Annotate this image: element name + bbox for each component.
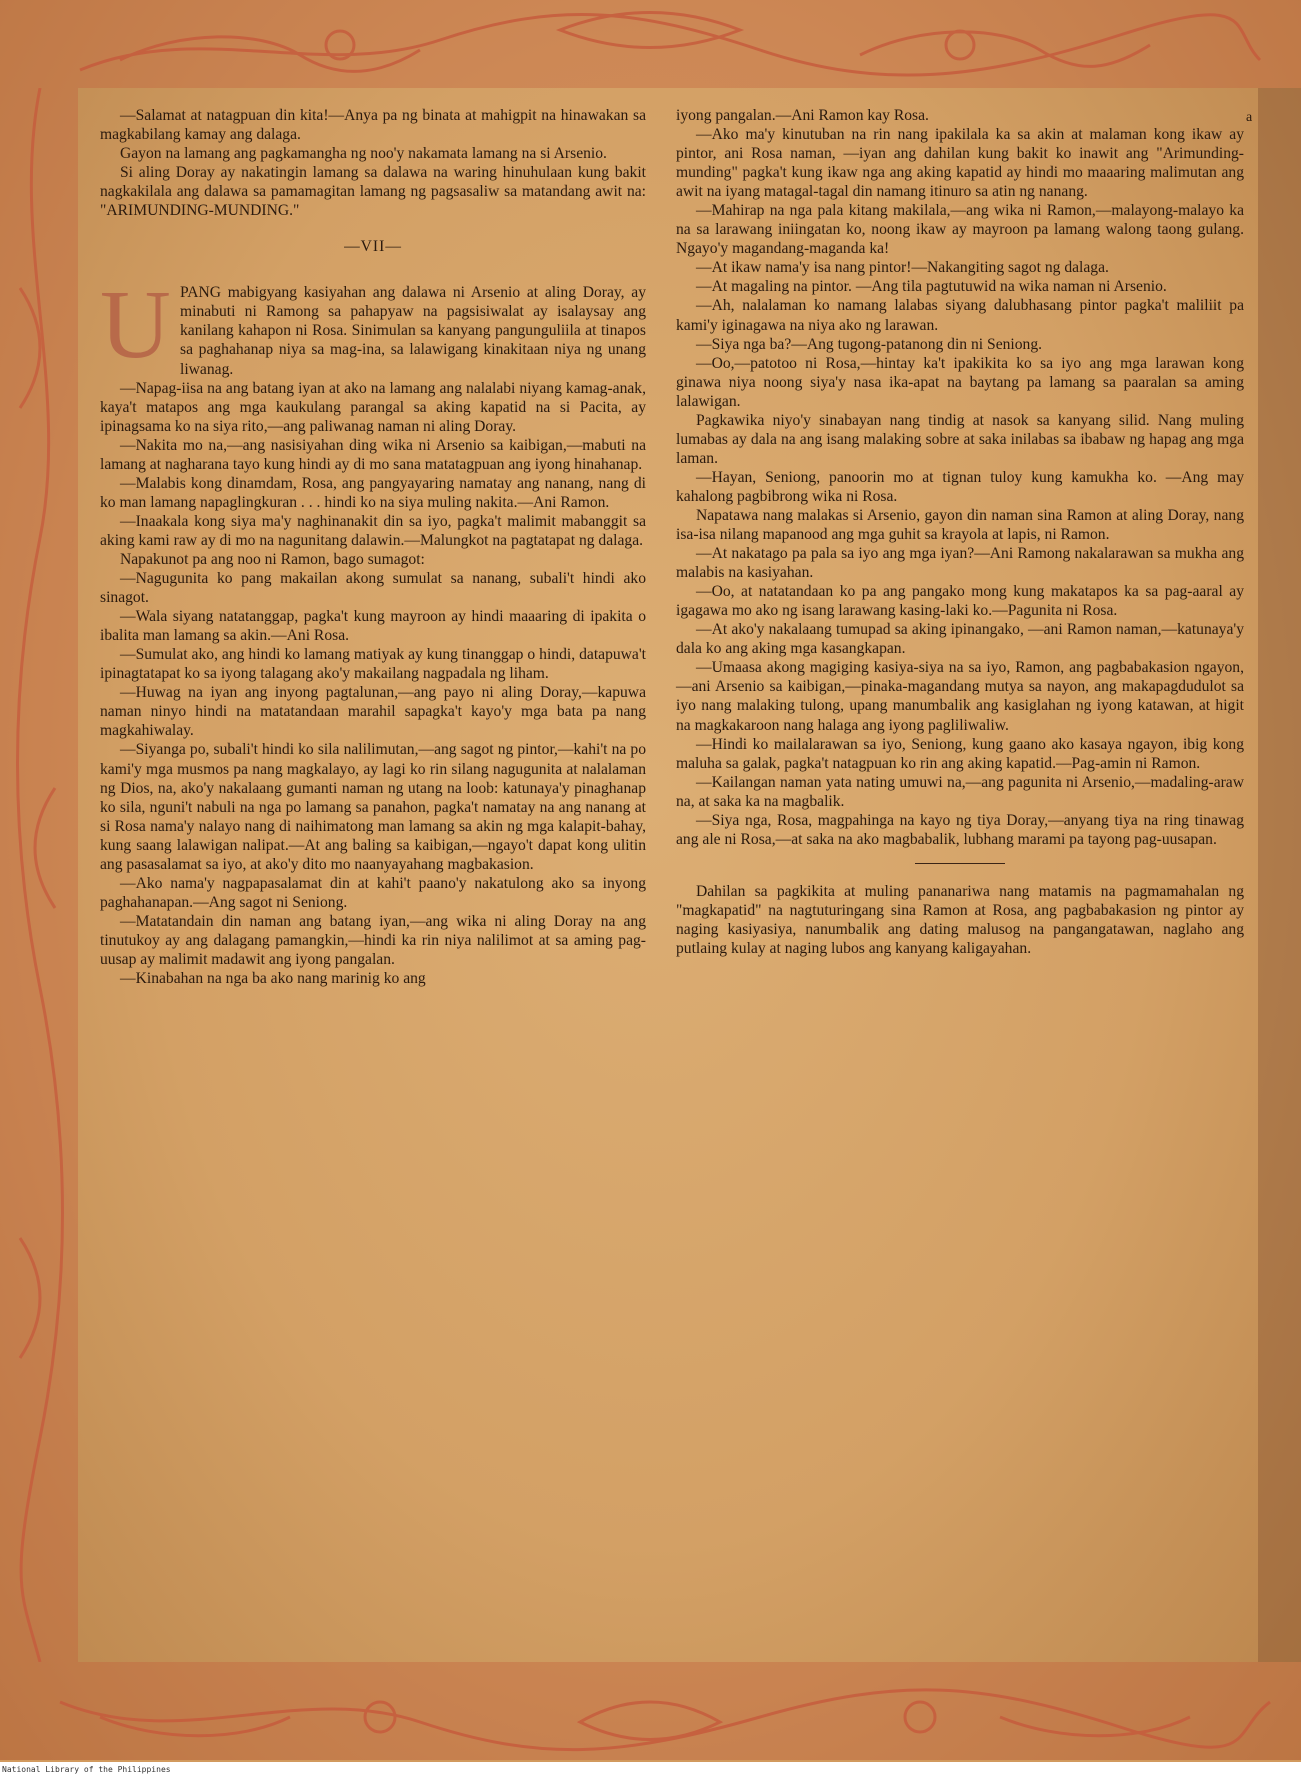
- paragraph: [676, 735, 1244, 773]
- paragraph: [676, 354, 1244, 411]
- chapter-heading: —VII—: [344, 238, 402, 256]
- paragraph: [100, 379, 646, 436]
- paragraph: [100, 436, 646, 474]
- paragraph: [100, 969, 646, 988]
- scrollwork-ornament-left: [0, 88, 78, 1662]
- paragraph: [676, 544, 1244, 582]
- paragraph: [676, 468, 1244, 506]
- ornamental-border-left: [0, 88, 78, 1662]
- paragraph: [676, 296, 1244, 334]
- paragraph-text: —At ako'y nakalaang tumupad sa aking ipinangako, —ani Ramon naman,—katunaya'y dala ko ang aking mga kasangkapan.: [676, 621, 1244, 658]
- paragraph: [676, 411, 1244, 468]
- margin-mark: a: [1246, 110, 1253, 125]
- paragraph-text: —Ah, nalalaman ko namang lalabas siyang dalubhasang pintor pagka't maliliit pa kami'y iginagawa na niya ako ng larawan.: [676, 297, 1244, 334]
- paragraph-text: —Malabis kong dinamdam, Rosa, ang pangyayaring namatay ang nanang, nang di ko man lamang napaglingkuran . . . hindi ko na siya muling nakita.—Ani Ramon.: [100, 474, 646, 511]
- paragraph-text: —Ako ma'y kinutuban na rin nang ipakilala ka sa akin at malaman kong ikaw ay pintor, ani Rosa naman, —iyan ang dahilan kung bakit ko inawit ang "Arimunding-munding" pagka't kung ikaw nga ang aking kapatid ay hindi mo maaaring malimutan ang awit na iyang matagal-tagal din namang itinuro sa atin ng nanang.: [676, 126, 1244, 201]
- page-edge-right: [1258, 88, 1301, 1662]
- paragraph: [676, 258, 1244, 277]
- paragraph: [676, 620, 1244, 658]
- paragraph-text: —Nagugunita ko pang makailan akong sumulat sa nanang, subali't hindi ako sinagot.: [100, 570, 646, 607]
- paragraph-text: —Siya nga, Rosa, magpahinga na kayo ng tiya Doray,—anyang tiya na ring tinawag ang ale ni Rosa,—at saka na ako magbabalik, lubhang marami pa tayong pag-uusapan.: [676, 811, 1244, 848]
- paragraph-text: Napakunot pa ang noo ni Ramon, bago sumagot:: [120, 550, 425, 568]
- ornamental-border-top: [0, 0, 1301, 88]
- paragraph-text: —Hayan, Seniong, panoorin mo at tignan tuloy kung kamukha ko. —Ang may kahalong pagbibrong wika ni Rosa.: [676, 468, 1244, 505]
- scrollwork-ornament-bottom: [0, 1662, 1301, 1760]
- paragraph: [100, 607, 646, 645]
- paragraph: [676, 658, 1244, 734]
- paragraph: [676, 201, 1244, 258]
- paragraph-text: —At ikaw nama'y isa nang pintor!—Nakangiting sagot ng dalaga.: [696, 259, 1109, 277]
- section-separator: [915, 863, 1005, 864]
- paragraph-text: —Salamat at natagpuan din kita!—Anya pa ng binata at mahigpit na hinawakan sa magkabilang kamay ang dalaga.: [100, 107, 646, 144]
- paragraph: [100, 569, 646, 607]
- paragraph-text: Napatawa nang malakas si Arsenio, gayon din naman sina Ramon at aling Doray, nang isa-isa nilang mapanood ang mga guhit sa krayola at lapis, ni Ramon.: [676, 506, 1244, 544]
- paragraph-text: —At nakatago pa pala sa iyo ang mga iyan?—Ani Ramong nakalarawan sa mukha ang malabis na kasiyahan.: [676, 545, 1244, 582]
- paragraph: [676, 106, 1244, 125]
- paragraph-text: iyong pangalan.—Ani Ramon kay Rosa.: [676, 107, 929, 124]
- paragraph-text: —Kinabahan na nga ba ako nang marinig ko ang: [120, 970, 426, 988]
- text-column-right: [676, 106, 1244, 958]
- paragraph: [676, 582, 1244, 620]
- paragraph: [100, 683, 646, 740]
- paragraph: [676, 773, 1244, 811]
- paragraph-text: —Sumulat ako, ang hindi ko lamang matiyak ay kung tinanggap o hindi, datapuwa't ipinagtatapat ko sa iyong talagang ako'y makailang nagpadala ng liham.: [100, 646, 646, 683]
- paragraph-text: Dahilan sa pagkikita at muling pananariwa nang matamis na pagmamahalan ng "magkapatid" na nagtuturingang sina Ramon at Rosa, ang pagbabakasion ng pintor ay naging kasiyasiya, nanumbalik ang dating malusog na pangangatawan, naglaho ang putlaing kulay at naging lubos ang kanyang kaligayahan.: [676, 882, 1244, 957]
- paragraph: [676, 506, 1244, 544]
- paragraph-text: —Oo, at natatandaan ko pa ang pangako mong kung makatapos ka sa pag-aaral ay igagawa mo ako ng isang larawang kasing-laki ko.—Pagunita ni Rosa.: [676, 583, 1244, 620]
- paragraph-text: PANG mabigyang kasiyahan ang dalawa ni Arsenio at aling Doray, ay minabuti ni Ramong sa pahapyaw na pagsisiwalat ay isalaysay ang kanilang kahapon ni Rosa. Sinimulan sa kanyang pangunguliila at tinapos sa paghahanap niya sa mag-ina, sa lalawigang kinakitaan niya ng unang liwanag.: [180, 284, 646, 378]
- paragraph: [676, 277, 1244, 296]
- paragraph: [100, 163, 646, 220]
- paragraph: [100, 550, 646, 569]
- paragraph-text: —Huwag na iyan ang inyong pagtalunan,—ang payo ni aling Doray,—kapuwa naman ninyo hindi na matatandaan marahil sapagka't kayo'y mga bata pa nang magkahiwalay.: [100, 684, 646, 740]
- paragraph-text: Pagkawika niyo'y sinabayan nang tindig at nasok sa kanyang silid. Nang muling lumabas ay dala na ang isang malaking sobre at saka inilabas sa ibabaw ng hapag ang mga laman.: [676, 411, 1244, 467]
- paragraph-text: —Mahirap na nga pala kitang makilala,—ang wika ni Ramon,—malayong-malayo ka na sa larawang iniingatan ko, noong ikaw ay mayroon pa lamang walong taong gulang. Ngayo'y magandang-maganda ka!: [676, 202, 1244, 258]
- paragraph: [676, 125, 1244, 201]
- paragraph-text: —Inaakala kong siya ma'y naghinanakit din sa iyo, pagka't malimit mabanggit sa aking kami raw ay di mo na nagunitang dalawin.—Malungkot na pagtatapat ng dalaga.: [100, 512, 646, 549]
- paragraph: [100, 106, 646, 144]
- footer-credit: National Library of the Philippines: [0, 1762, 1301, 1778]
- paragraph-text: —Siya nga ba?—Ang tugong-patanong din ni Seniong.: [696, 335, 1043, 353]
- paragraph-text: —Oo,—patotoo ni Rosa,—hintay ka't ipakikita ko sa iyo ang mga larawan kong ginawa niya noong siya'y nasa ika-apat na baytang pa lamang sa paaralan sa aming lalawigan.: [676, 354, 1244, 410]
- paragraph-text: —At magaling na pintor. —Ang tila pagtutuwid na wika naman ni Arsenio.: [696, 278, 1167, 296]
- paragraph-text: Gayon na lamang ang pagkamangha ng noo'y nakamata lamang na si Arsenio.: [120, 145, 607, 163]
- paragraph-text: —Kailangan naman yata nating umuwi na,—ang pagunita ni Arsenio,—madaling-araw na, at saka ka na magbalik.: [676, 773, 1244, 810]
- paragraph-text: —Ako nama'y nagpapasalamat din at kahi't paano'y nakatulong ako sa inyong paghahanapan.—Ang sagot ni Seniong.: [100, 874, 646, 911]
- paragraph: [100, 645, 646, 683]
- paragraph-text: —Nakita mo na,—ang nasisiyahan ding wika ni Arsenio sa kaibigan,—mabuti na lamang at nagharana tayo kung hindi ay di mo sana matatagpuan ang iyong hinahanap.: [100, 436, 646, 473]
- paragraph-text: Si aling Doray ay nakatingin lamang sa dalawa na waring hinuhulaan kung bakit nagkakilala ang dalawa sa pamamagitan lamang ng pagsasaliw sa matandang awit na: "ARIMUNDING-MUNDING.": [100, 164, 646, 220]
- paragraph: [100, 144, 646, 163]
- paragraph-text: —Wala siyang natatanggap, pagka't kung mayroon ay hindi maaaring di ipakita o ibalita man lamang sa akin.—Ani Rosa.: [100, 608, 646, 645]
- paragraph: [100, 874, 646, 912]
- paragraph: [676, 882, 1244, 958]
- scrollwork-ornament-top: [0, 0, 1301, 88]
- paragraph: [100, 912, 646, 969]
- drop-cap-letter: U: [100, 271, 171, 380]
- paragraph: [100, 740, 646, 873]
- paragraph-text: —Siyanga po, subali't hindi ko sila nalilimutan,—ang sagot ng pintor,—kahi't na po kami'y mga musmos pa nang magkalayo, ay lagi ko rin silang nagugunita at nalalaman ng Dios, na, ako'y nakalaang gumanti naman ng utang na loob: katunaya'y pinaghanap ko sila, nguni't nabuli na nga po lamang sa panahon, pagka't namatay na ang nanang at si Rosa nama'y nalayo nang di naihimatong man lamang sa akin ng mga kalapit-bahay, kung saang lalawigan nalipat.—At ang baling sa kaibigan,—ngayo't dapat kong ulitin ang pasasalamat sa iyo, at ako'y dito mo naanyayahang magbakasion.: [100, 741, 646, 873]
- paragraph: [676, 811, 1244, 849]
- paragraph-text: —Matatandain din naman ang batang iyan,—ang wika ni aling Doray na ang tinutukoy ay ang dalagang pamangkin,—hindi ka rin niya nalilimot at sa aming pag-uusap ay malimit madawit ang iyong pangalan.: [100, 912, 646, 968]
- paragraph-text: —Umaasa akong magiging kasiya-siya na sa iyo, Ramon, ang pagbabakasion ngayon,—ani Arsenio sa kaibigan,—pinaka-magandang mutya sa nayon, ang makapagdudulot sa iyo nang malaking tulong, upang manumbalik ang kasiglahan ng iyong katawan, at higit na magkakaroon nang halaga ang iyong pagliliwaliw.: [676, 659, 1244, 734]
- paragraph: [100, 474, 646, 512]
- ornamental-border-bottom: [0, 1662, 1301, 1760]
- paragraph: [100, 512, 646, 550]
- paragraph-text: —Napag-iisa na ang batang iyan at ako na lamang ang nalalabi niyang kamag-anak, kaya't matapos ang mga kaukulang parangal sa aking kapatid na si Pacita, ay ipinagsama ko na siya rito,—ang paliwanag naman ni aling Doray.: [100, 379, 646, 435]
- paragraph: [676, 335, 1244, 354]
- paragraph-text: —Hindi ko mailalarawan sa iyo, Seniong, kung gaano ako kasaya ngayon, ibig kong maluha sa galak, pagka't natagpuan ko rin ang aking kapatid.—Pag-amin ni Ramon.: [676, 735, 1244, 772]
- paragraph: [100, 271, 646, 380]
- text-column-left: [100, 106, 646, 988]
